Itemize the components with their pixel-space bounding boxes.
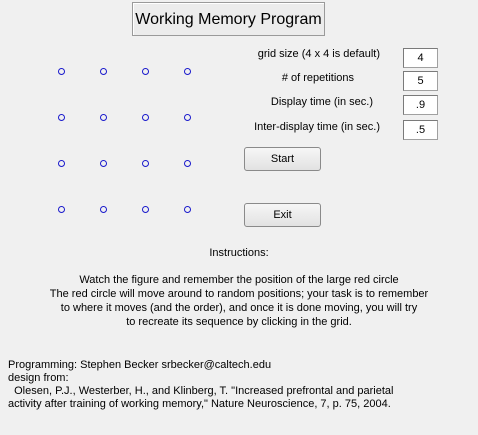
inter-display-time-label: Inter-display time (in sec.) bbox=[254, 121, 380, 133]
grid-circle[interactable] bbox=[58, 206, 65, 213]
credits bbox=[8, 359, 393, 410]
grid-circle[interactable] bbox=[184, 114, 191, 121]
credits-design-from: design from: bbox=[8, 372, 69, 384]
grid-circle[interactable] bbox=[58, 114, 65, 121]
grid-circle[interactable] bbox=[142, 206, 149, 213]
grid-circle[interactable] bbox=[184, 206, 191, 213]
credits-programming: Programming: Stephen Becker srbecker@caltech.edu bbox=[8, 359, 272, 371]
instructions-line: Watch the figure and remember the position of the large red circle bbox=[79, 274, 399, 286]
grid-size-input[interactable] bbox=[403, 48, 438, 68]
start-button[interactable]: Start bbox=[244, 147, 321, 171]
grid-circle[interactable] bbox=[58, 68, 65, 75]
credits-citation-line: activity after training of working memory," Nature Neuroscience, 7, p. 75, 2004. bbox=[8, 398, 391, 410]
credits-citation-line: Olesen, P.J., Westerber, H., and Klinberg, T. "Increased prefrontal and parietal bbox=[8, 385, 394, 397]
display-time-input[interactable] bbox=[403, 95, 438, 115]
instructions-text bbox=[0, 273, 478, 329]
instructions-heading: Instructions: bbox=[209, 247, 269, 259]
grid-circle[interactable] bbox=[142, 68, 149, 75]
display-time-label: Display time (in sec.) bbox=[270, 96, 373, 108]
inter-display-time-input[interactable] bbox=[403, 120, 438, 140]
grid-circle[interactable] bbox=[100, 160, 107, 167]
grid-circle[interactable] bbox=[100, 114, 107, 121]
repetitions-input[interactable] bbox=[403, 71, 438, 91]
grid-circle[interactable] bbox=[142, 114, 149, 121]
grid-circle[interactable] bbox=[142, 160, 149, 167]
repetitions-label: # of repetitions bbox=[281, 72, 354, 84]
grid-circle[interactable] bbox=[184, 68, 191, 75]
instructions-line: to recreate its sequence by clicking in the grid. bbox=[126, 316, 352, 328]
grid-circle[interactable] bbox=[184, 160, 191, 167]
grid-size-label: grid size (4 x 4 is default) bbox=[257, 48, 380, 60]
instructions-line: The red circle will move around to random positions; your task is to remember bbox=[49, 288, 429, 300]
exit-button[interactable]: Exit bbox=[244, 203, 321, 227]
grid-circle[interactable] bbox=[100, 68, 107, 75]
grid-circle[interactable] bbox=[58, 160, 65, 167]
instructions-line: to where it moves (and the order), and once it is done moving, you will try bbox=[60, 302, 418, 314]
grid-circle[interactable] bbox=[100, 206, 107, 213]
program-title: Working Memory Program bbox=[132, 2, 325, 36]
